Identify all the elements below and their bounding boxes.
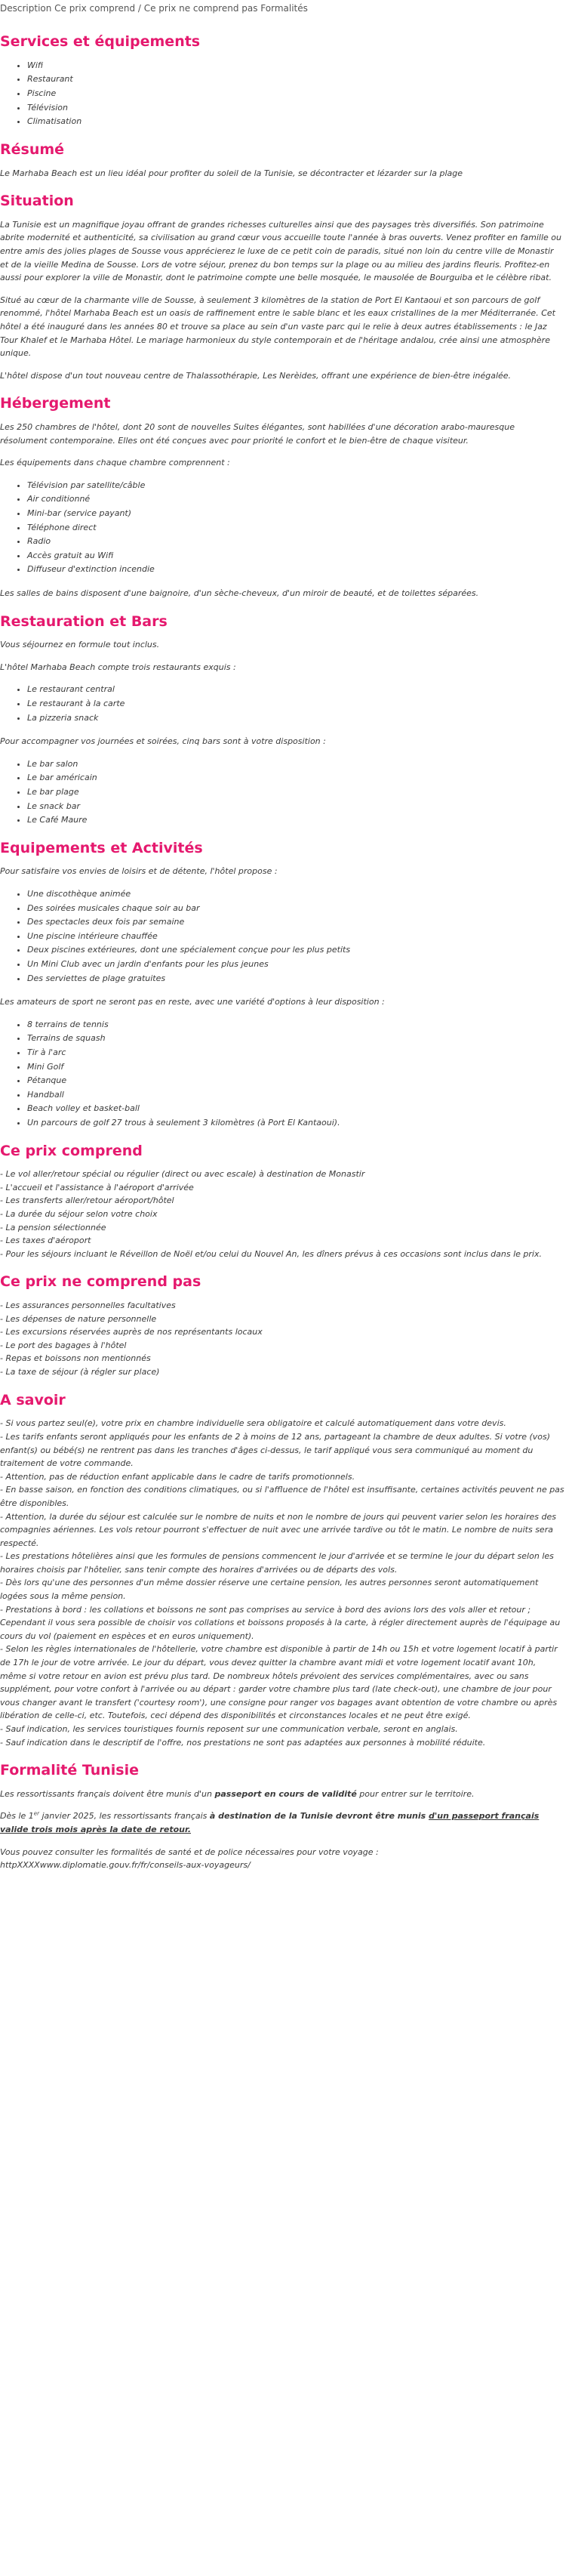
activites-paragraph: Les amateurs de sport ne seront pas en reste, avec une variété d'options à leur disposition : (0, 997, 385, 1007)
text-run-bold-underline: d'un passeport français valide trois mois après la date de retour. (0, 1811, 540, 1835)
section-savoir (0, 1391, 564, 1750)
list-item: - L'accueil et l'assistance à l'aéroport d'arrivée (0, 1182, 194, 1192)
comprend-title: Ce prix comprend (0, 1142, 143, 1159)
list-item: • Des spectacles deux fois par semaine (27, 915, 564, 929)
bars-list (0, 757, 564, 827)
situation-paragraph: La Tunisie est un magnifique joyau offrant de grandes richesses culturelles ainsi que des paysages très diversifiés. Son patrimoine abrite modernité et authenticité, sa civilisation au grand cœur vous accueille toute l'année à bras ouverts. Venez profiter en famille ou entre amis des jolies plages de Sousse vous apprécierez le luxe de ce petit coin de paradis, situé non loin du centre ville de Monastir et de la vieille Medina de Sousse. Lors de votre séjour, prenez du bon temps sur la plage ou au milieu des jardins fleuris. Profitez-en aussi pour explorer la ville de Monastir, dont le patrimoine compte une belle mosquée, le mausolée de Bourguiba et le célèbre ribat. (0, 219, 561, 283)
list-item: - Le vol aller/retour spécial ou régulier (direct ou avec escale) à destination de Monastir (0, 1169, 365, 1180)
list-item: • Télévision par satellite/câble (27, 479, 564, 492)
text-run-bold: passeport en cours de validité (214, 1788, 357, 1799)
formalite-paragraph (0, 1846, 564, 1872)
list-item: - Les assurances personnelles facultatives (0, 1300, 176, 1311)
list-item: • Le bar américain (27, 771, 564, 785)
list-item: - Les transferts aller/retour aéroport/hôtel (0, 1195, 174, 1206)
section-hebergement (0, 394, 564, 600)
list-item: • Une discothèque animée (27, 887, 564, 901)
list-item: - Repas et boissons non mentionnés (0, 1353, 151, 1364)
text-run-bold: à destination de la Tunisie devront être munis (209, 1811, 429, 1822)
list-item: • Le Café Maure (27, 813, 564, 827)
savoir-list (0, 1417, 564, 1749)
formalite-title: Formalité Tunisie (0, 1762, 140, 1779)
restauration-paragraph: Pour accompagner vos journées et soirées, cinq bars sont à votre disposition : (0, 736, 326, 747)
list-item: • Accès gratuit au Wifi (27, 549, 564, 563)
section-services (0, 32, 564, 128)
list-item: - La durée du séjour selon votre choix (0, 1209, 158, 1220)
section-restauration (0, 612, 564, 827)
section-situation (0, 192, 564, 382)
list-item: • Restaurant (27, 72, 564, 86)
situation-title: Situation (0, 193, 74, 210)
diplomatie-link[interactable]: httpXXXXwww.diplomatie.gouv.fr/fr/conseils-aux-voyageurs/ (0, 1860, 251, 1871)
list-item: • Air conditionné (27, 492, 564, 506)
situation-paragraph: L'hôtel dispose d'un tout nouveau centre de Thalassothérapie, Les Nerèides, offrant une expérience de bien-être inégalée. (0, 370, 512, 381)
savoir-title: A savoir (0, 1391, 66, 1408)
resume-text: Le Marhaba Beach est un lieu idéal pour profiter du soleil de la Tunisie, se décontracter et lézarder sur la plage (0, 168, 463, 178)
list-item: • Le snack bar (27, 800, 564, 813)
superscript: er (33, 1810, 39, 1817)
list-item: - Les tarifs enfants seront appliqués pour les enfants de 2 à moins de 12 ans, partageant la chambre de deux adultes. Si votre (vos) enfant(s) ou bébé(s) ne rentrent pas dans les tranches d'âges ci-dessus, le tarif appliqué vous sera communiqué au moment du traitement de votre commande. (0, 1431, 551, 1469)
list-item: • La pizzeria snack (27, 711, 564, 725)
room-equipment-list (0, 479, 564, 576)
list-item: • Climatisation (27, 115, 564, 128)
list-item: - Dès lors qu'une des personnes d'un même dossier réserve une certaine pension, les autres personnes seront automatiquement logées sous la même pension. (0, 1578, 539, 1602)
list-item: • Radio (27, 535, 564, 548)
restauration-paragraph: L'hôtel Marhaba Beach compte trois restaurants exquis : (0, 662, 236, 672)
resume-title: Résumé (0, 140, 65, 158)
section-formalite (0, 1761, 564, 1872)
section-resume (0, 140, 564, 180)
list-item: • Tir à l'arc (27, 1046, 564, 1060)
tabs-line[interactable]: Description Ce prix comprend / Ce prix ne comprend pas Formalités (0, 3, 308, 14)
text-run: Les ressortissants français doivent être munis d'un (0, 1788, 215, 1799)
formalite-paragraph (0, 1809, 564, 1836)
list-item: - Les prestations hôtelières ainsi que les formules de pensions commencent le jour d'arrivée et se termine le jour du départ selon les horaires choisis par l'hôtelier, sans tenir compte des horaires d'arrivées ou de départs des vols. (0, 1551, 554, 1575)
hebergement-paragraph: Les salles de bains disposent d'une baignoire, d'un sèche-cheveux, d'un miroir de beauté, et de toilettes séparées. (0, 588, 479, 598)
list-item: • Un Mini Club avec un jardin d'enfants pour les plus jeunes (27, 958, 564, 971)
services-title: Services et équipements (0, 33, 201, 51)
list-item: - Attention, la durée du séjour est calculée sur le nombre de nuits et non le nombre de jours qui peuvent varier selon les horaires des compagnies aériennes. Les vols retour pourront s'effectuer de nuit avec une arrivée tardive ou tôt le matin. Le nombre de nuits sera respecté. (0, 1511, 556, 1548)
text-run: Dès le 1 (0, 1811, 34, 1822)
list-item: • Un parcours de golf 27 trous à seulement 3 kilomètres (à Port El Kantaoui). (27, 1116, 564, 1130)
list-item: • Diffuseur d'extinction incendie (27, 563, 564, 576)
hebergement-paragraph: Les 250 chambres de l'hôtel, dont 20 sont de nouvelles Suites élégantes, sont habillées d'une décoration arabo-mauresque résolument contemporaine. Elles ont été conçues avec pour priorité le confort et le bien-être de chaque visiteur. (0, 422, 515, 446)
hebergement-title: Hébergement (0, 395, 111, 412)
list-item: - Pour les séjours incluant le Réveillon de Noël et/ou celui du Nouvel An, les dîners prévus à ces occasions sont inclus dans le prix. (0, 1248, 542, 1259)
list-item: - Les dépenses de nature personnelle (0, 1313, 157, 1324)
list-item: - Sauf indication dans le descriptif de l'offre, nos prestations ne sont pas adaptées aux personnes à mobilité réduite. (0, 1737, 486, 1748)
list-item: • Deux piscines extérieures, dont une spécialement conçue pour les plus petits (27, 943, 564, 957)
restauration-paragraph: Vous séjournez en formule tout inclus. (0, 640, 160, 650)
list-item: • Téléphone direct (27, 521, 564, 535)
list-item: • Des serviettes de plage gratuites (27, 972, 564, 986)
list-item: - En basse saison, en fonction des conditions climatiques, ou si l'affluence de l'hôtel est insuffisante, certaines activités peuvent ne pas être disponibles. (0, 1485, 564, 1508)
restauration-title: Restauration et Bars (0, 612, 168, 630)
list-item: • Terrains de squash (27, 1032, 564, 1045)
formalite-paragraph (0, 1788, 564, 1801)
activites-title: Equipements et Activités (0, 839, 203, 856)
list-item: • Une piscine intérieure chauffée (27, 930, 564, 943)
list-item: - Les excursions réservées auprès de nos représentants locaux (0, 1327, 263, 1337)
list-item: • Beach volley et basket-ball (27, 1102, 564, 1115)
sports-list (0, 1018, 564, 1130)
list-item: • Des soirées musicales chaque soir au bar (27, 902, 564, 915)
activities-list (0, 887, 564, 985)
text-run: janvier 2025, les ressortissants français (38, 1811, 210, 1822)
section-ne-comprend (0, 1273, 564, 1378)
list-item: - La taxe de séjour (à régler sur place) (0, 1367, 160, 1377)
list-item: • Le bar salon (27, 757, 564, 771)
text-run: pour entrer sur le territoire. (356, 1788, 475, 1799)
list-item: • Le restaurant central (27, 683, 564, 696)
text-run: Vous pouvez consulter les formalités de santé et de police nécessaires pour votre voyage : (0, 1846, 379, 1857)
list-item: • Télévision (27, 101, 564, 115)
restaurants-list (0, 683, 564, 724)
list-item: - La pension sélectionnée (0, 1222, 106, 1232)
list-item: • Le restaurant à la carte (27, 697, 564, 711)
list-item: • Wifi (27, 59, 564, 72)
comprend-list (0, 1168, 564, 1260)
list-item: • Mini-bar (service payant) (27, 507, 564, 520)
situation-paragraph: Situé au cœur de la charmante ville de Sousse, à seulement 3 kilomètres de la station de Port El Kantaoui et son parcours de golf renommé, l'hôtel Marhaba Beach est un oasis de raffinement entre le sable blanc et les eaux cristallines de la mer Méditerranée. Cet hôtel a été inauguré dans les années 80 et trouve sa place au sein d'un vaste parc qui le relie à deux autres établissements : le Jaz Tour Khalef et le Marhaba Hôtel. Le mariage harmonieux du style contemporain et de l'héritage andalou, crée ainsi une atmosphère unique. (0, 295, 555, 359)
section-comprend (0, 1142, 564, 1261)
list-item: - Sauf indication, les services touristiques fournis reposent sur une communication verbale, seront en anglais. (0, 1724, 458, 1734)
list-item: • Mini Golf (27, 1060, 564, 1074)
list-item: • 8 terrains de tennis (27, 1018, 564, 1032)
list-item: - Les taxes d'aéroport (0, 1236, 91, 1246)
ne-comprend-list (0, 1299, 564, 1379)
list-item: • Pétanque (27, 1074, 564, 1087)
list-item: - Si vous partez seul(e), votre prix en chambre individuelle sera obligatoire et calculé automatiquement dans votre devis. (0, 1418, 506, 1429)
list-item: - Le port des bagages à l'hôtel (0, 1340, 127, 1350)
activites-paragraph: Pour satisfaire vos envies de loisirs et de détente, l'hôtel propose : (0, 866, 278, 877)
list-item: • Le bar plage (27, 785, 564, 799)
section-activites (0, 839, 564, 1130)
list-item: - Selon les règles internationales de l'hôtellerie, votre chambre est disponible à partir de 14h ou 15h et votre logement locatif à partir de 17h le jour de votre arrivée. Le jour du départ, vous devez quitter la chambre avant midi et votre logement locatif avant 10h, même si votre retour en avion est prévu plus tard. De nombreux hôtels prévoient des services complémentaires, avec ou sans supplément, pour votre confort à l'arrivée ou au départ : garder votre chambre plus tard (late check-out), une chambre de jour pour vous changer avant le transfert ('courtesy room'), une consigne pour ranger vos bagages avant obtention de votre chambre ou après libération de celle-ci, etc. Toutefois, ceci dépend des disponibilités et circonstances locales et ne peut être exigé. (0, 1644, 558, 1721)
hebergement-paragraph: Les équipements dans chaque chambre comprennent : (0, 458, 230, 468)
list-item: • Piscine (27, 87, 564, 100)
ne-comprend-title: Ce prix ne comprend pas (0, 1273, 201, 1291)
list-item: - Prestations à bord : les collations et boissons ne sont pas comprises au service à bord des avions lors des vols aller et retour ; Cependant il vous sera possible de choisir vos collations et boissons proposés à la carte, à régler directement auprès de l'équipage au cours du vol (paiement en espèces et en euros uniquement). (0, 1604, 561, 1641)
list-item: • Handball (27, 1088, 564, 1102)
services-list (0, 59, 564, 128)
list-item: - Attention, pas de réduction enfant applicable dans le cadre de tarifs promotionnels. (0, 1471, 355, 1482)
